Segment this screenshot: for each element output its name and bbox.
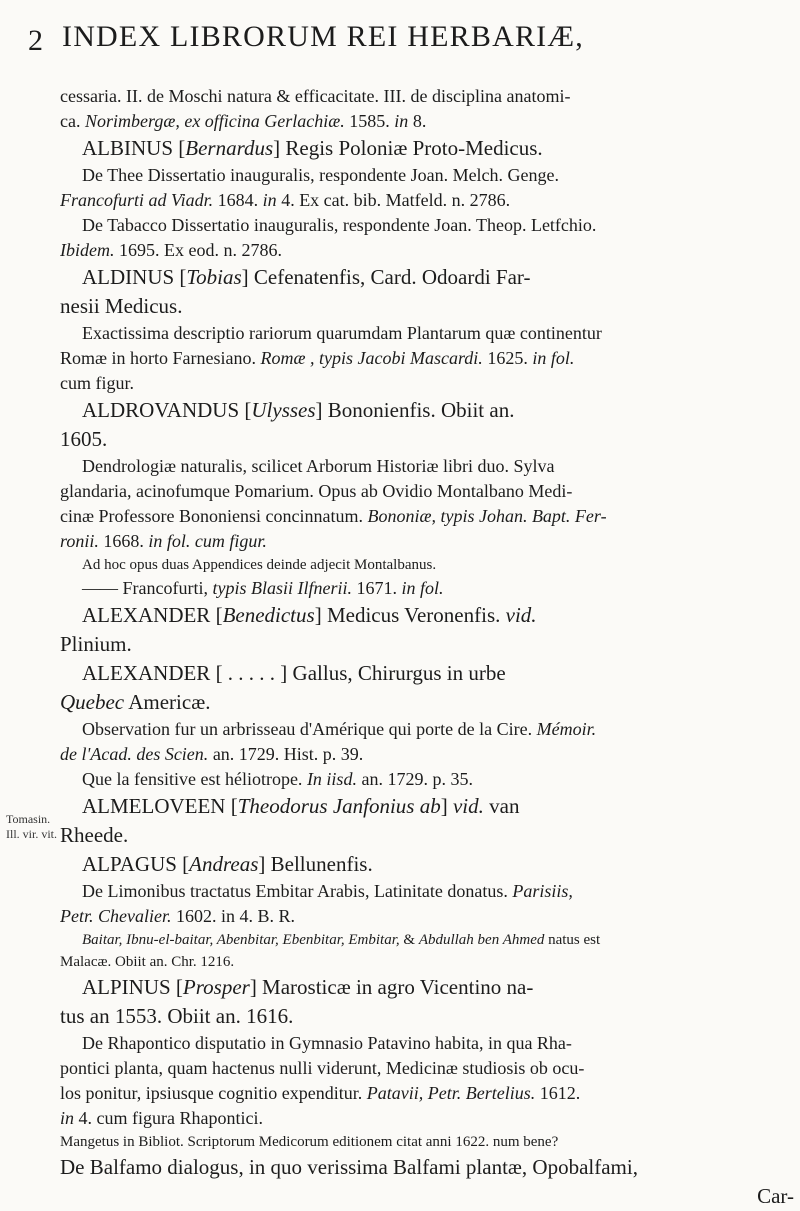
italic-run: Prosper bbox=[182, 975, 250, 999]
text-line bbox=[60, 213, 794, 238]
italic-run: Romæ , typis Jacobi Mascardi. bbox=[260, 348, 483, 368]
text-line bbox=[60, 1031, 794, 1056]
margin-note-line: Tomasin. bbox=[6, 812, 51, 826]
text-run: ] Bononienfis. Obiit an. bbox=[315, 398, 515, 422]
italic-run: in bbox=[394, 111, 409, 131]
italic-run: Quebec bbox=[60, 690, 125, 714]
text-line bbox=[60, 238, 794, 263]
text-line bbox=[60, 850, 794, 879]
margin-note-line: Ill. vir. vit. bbox=[6, 827, 57, 841]
text-run: Ad hoc opus duas Appendices deinde adjecit Montalbanus. bbox=[82, 557, 437, 573]
text-line bbox=[60, 1153, 794, 1182]
text-line bbox=[60, 504, 794, 529]
text-run: an. 1729. Hist. p. 39. bbox=[208, 744, 364, 764]
italic-run: de l'Acad. des Scien. bbox=[60, 744, 209, 764]
text-run: pontici planta, quam hactenus nulli viderunt, Medicinæ studiosis ob ocu- bbox=[60, 1058, 585, 1078]
text-run: cessaria. II. de Moschi natura & efficacitate. III. de disciplina anatomi- bbox=[60, 86, 571, 106]
italic-run: Theodorus Janfonius ab bbox=[237, 794, 441, 818]
text-line bbox=[60, 188, 794, 213]
text-line bbox=[60, 630, 794, 659]
text-line bbox=[60, 321, 794, 346]
text-line bbox=[60, 1182, 794, 1211]
text-run: ALPAGUS [ bbox=[82, 852, 190, 876]
text-line bbox=[60, 134, 794, 163]
text-run: ] Medicus Veronenfis. bbox=[314, 603, 506, 627]
italic-run: Ulysses bbox=[251, 398, 316, 422]
text-line bbox=[60, 767, 794, 792]
italic-run: typis Blasii Ilfnerii. bbox=[212, 578, 352, 598]
italic-run: in bbox=[262, 190, 277, 210]
italic-run: Abdullah ben Ahmed bbox=[418, 932, 545, 948]
text-line bbox=[60, 84, 794, 109]
italic-run: Ibidem. bbox=[60, 240, 115, 260]
italic-run: in fol. bbox=[532, 348, 575, 368]
text-line bbox=[60, 659, 794, 688]
text-run: ALPINUS [ bbox=[82, 975, 183, 999]
text-run: —— Francofurti, bbox=[82, 578, 213, 598]
italic-run: Patavii, Petr. Bertelius. bbox=[366, 1083, 536, 1103]
index-body bbox=[60, 84, 794, 1211]
text-line bbox=[60, 554, 794, 576]
text-run: Rheede. bbox=[60, 823, 129, 847]
text-line bbox=[60, 688, 794, 717]
text-run: 1602. in 4. B. R. bbox=[171, 906, 295, 926]
italic-run: Bernardus bbox=[185, 136, 274, 160]
text-line bbox=[60, 1106, 794, 1131]
text-run: ALDROVANDUS [ bbox=[82, 398, 252, 422]
text-run: Romæ in horto Farnesiano. bbox=[60, 348, 261, 368]
text-run: ] Regis Poloniæ Proto-Medicus. bbox=[273, 136, 543, 160]
text-line bbox=[60, 821, 794, 850]
text-line bbox=[60, 371, 794, 396]
text-run: ALEXANDER [ bbox=[82, 603, 223, 627]
running-header bbox=[28, 18, 788, 62]
text-line bbox=[60, 879, 794, 904]
text-run: ] Marosticæ in agro Vicentino na- bbox=[249, 975, 534, 999]
text-run: van bbox=[483, 794, 520, 818]
italic-run: Norimbergæ, ex officina Gerlachiæ. bbox=[84, 111, 345, 131]
text-line bbox=[60, 263, 794, 292]
italic-run: In iisd. bbox=[306, 769, 357, 789]
text-run: los ponitur, ipsiusque cognitio expenditur. bbox=[60, 1083, 367, 1103]
text-run: ] Cefenatenfis, Card. Odoardi Far- bbox=[241, 265, 531, 289]
text-line bbox=[60, 163, 794, 188]
text-line bbox=[60, 1056, 794, 1081]
text-line bbox=[60, 1131, 794, 1153]
text-run: & bbox=[399, 932, 419, 948]
text-run: 1671. bbox=[351, 578, 402, 598]
italic-run: Benedictus bbox=[222, 603, 315, 627]
text-run: De Limonibus tractatus Embitar Arabis, Latinitate donatus. bbox=[82, 881, 513, 901]
italic-run: Andreas bbox=[189, 852, 259, 876]
text-line bbox=[60, 292, 794, 321]
margin-note bbox=[6, 812, 57, 842]
text-run: Malacæ. Obiit an. Chr. 1216. bbox=[60, 954, 235, 970]
text-run: tus an 1553. Obiit an. 1616. bbox=[60, 1004, 294, 1028]
text-run: 1605. bbox=[60, 427, 108, 451]
text-run: nesii Medicus. bbox=[60, 294, 183, 318]
page-number: 2 bbox=[28, 24, 43, 57]
text-line bbox=[60, 396, 794, 425]
text-line bbox=[60, 454, 794, 479]
italic-run: ronii. bbox=[60, 531, 99, 551]
text-line bbox=[60, 742, 794, 767]
text-line bbox=[60, 717, 794, 742]
text-run: ALBINUS [ bbox=[82, 136, 186, 160]
text-run: Mangetus in Bibliot. Scriptorum Medicorum editionem citat anni 1622. num bene? bbox=[60, 1134, 559, 1150]
italic-run: in fol. cum figur. bbox=[148, 531, 267, 551]
text-line bbox=[60, 601, 794, 630]
text-run: an. 1729. p. 35. bbox=[356, 769, 473, 789]
text-line bbox=[60, 929, 794, 951]
text-line bbox=[60, 425, 794, 454]
text-run: Americæ. bbox=[124, 690, 211, 714]
text-run: ca. bbox=[60, 111, 85, 131]
italic-run: in bbox=[60, 1108, 75, 1128]
text-run: 1668. bbox=[98, 531, 149, 551]
text-run: cum figur. bbox=[60, 373, 134, 393]
text-run: Dendrologiæ naturalis, scilicet Arborum Historiæ libri duo. Sylva bbox=[82, 456, 555, 476]
text-run: 1612. bbox=[535, 1083, 581, 1103]
italic-run: vid. bbox=[452, 794, 484, 818]
text-line bbox=[60, 973, 794, 1002]
italic-run: in fol. bbox=[401, 578, 444, 598]
text-run: ALDINUS [ bbox=[82, 265, 187, 289]
text-run: Plinium. bbox=[60, 632, 132, 656]
text-line bbox=[60, 951, 794, 973]
text-run: Observation fur un arbrisseau d'Amérique qui porte de la Cire. bbox=[82, 719, 537, 739]
text-run: ] bbox=[440, 794, 453, 818]
text-run: ALMELOVEEN [ bbox=[82, 794, 238, 818]
italic-run: Tobias bbox=[186, 265, 242, 289]
text-run: Car- bbox=[757, 1184, 794, 1208]
text-line bbox=[60, 479, 794, 504]
text-run: 1625. bbox=[482, 348, 533, 368]
text-run: 1585. bbox=[344, 111, 395, 131]
text-line bbox=[60, 346, 794, 371]
text-run: Que la fensitive est héliotrope. bbox=[82, 769, 307, 789]
italic-run: Bononiæ, typis Johan. Bapt. Fer- bbox=[367, 506, 607, 526]
text-run: ALEXANDER [ . . . . . ] Gallus, Chirurgus in urbe bbox=[82, 661, 506, 685]
text-run: De Tabacco Dissertatio inauguralis, respondente Joan. Theop. Letfchio. bbox=[82, 215, 597, 235]
text-line bbox=[60, 1081, 794, 1106]
text-run: 4. cum figura Rhapontici. bbox=[74, 1108, 263, 1128]
italic-run: Parisiis, bbox=[512, 881, 573, 901]
italic-run: Baitar, Ibnu-el-baitar, Abenbitar, Ebenbitar, Embitar, bbox=[82, 932, 400, 948]
text-run: De Rhapontico disputatio in Gymnasio Patavino habita, in qua Rha- bbox=[82, 1033, 572, 1053]
text-line bbox=[60, 1002, 794, 1031]
text-line bbox=[60, 529, 794, 554]
text-line bbox=[60, 904, 794, 929]
text-run: Exactissima descriptio rariorum quarumdam Plantarum quæ continentur bbox=[82, 323, 602, 343]
text-run: 1684. bbox=[213, 190, 263, 210]
text-line bbox=[60, 576, 794, 601]
italic-run: Francofurti ad Viadr. bbox=[60, 190, 214, 210]
running-title: INDEX LIBRORUM REI HERBARIÆ, bbox=[62, 20, 584, 53]
text-run: cinæ Professore Bononiensi concinnatum. bbox=[60, 506, 368, 526]
text-run: ] Bellunenfis. bbox=[258, 852, 373, 876]
italic-run: vid. bbox=[505, 603, 537, 627]
text-run: 4. Ex cat. bib. Matfeld. n. 2786. bbox=[276, 190, 511, 210]
italic-run: Petr. Chevalier. bbox=[60, 906, 172, 926]
text-run: De Balfamo dialogus, in quo verissima Balfami plantæ, Opobalfami, bbox=[60, 1155, 638, 1179]
text-run: glandaria, acinofumque Pomarium. Opus ab Ovidio Montalbano Medi- bbox=[60, 481, 573, 501]
text-run: De Thee Dissertatio inauguralis, respondente Joan. Melch. Genge. bbox=[82, 165, 560, 185]
text-run: 1695. Ex eod. n. 2786. bbox=[114, 240, 282, 260]
text-line bbox=[60, 109, 794, 134]
italic-run: Mémoir. bbox=[536, 719, 597, 739]
text-run: natus est bbox=[544, 932, 601, 948]
text-run: 8. bbox=[408, 111, 427, 131]
text-line bbox=[60, 792, 794, 821]
